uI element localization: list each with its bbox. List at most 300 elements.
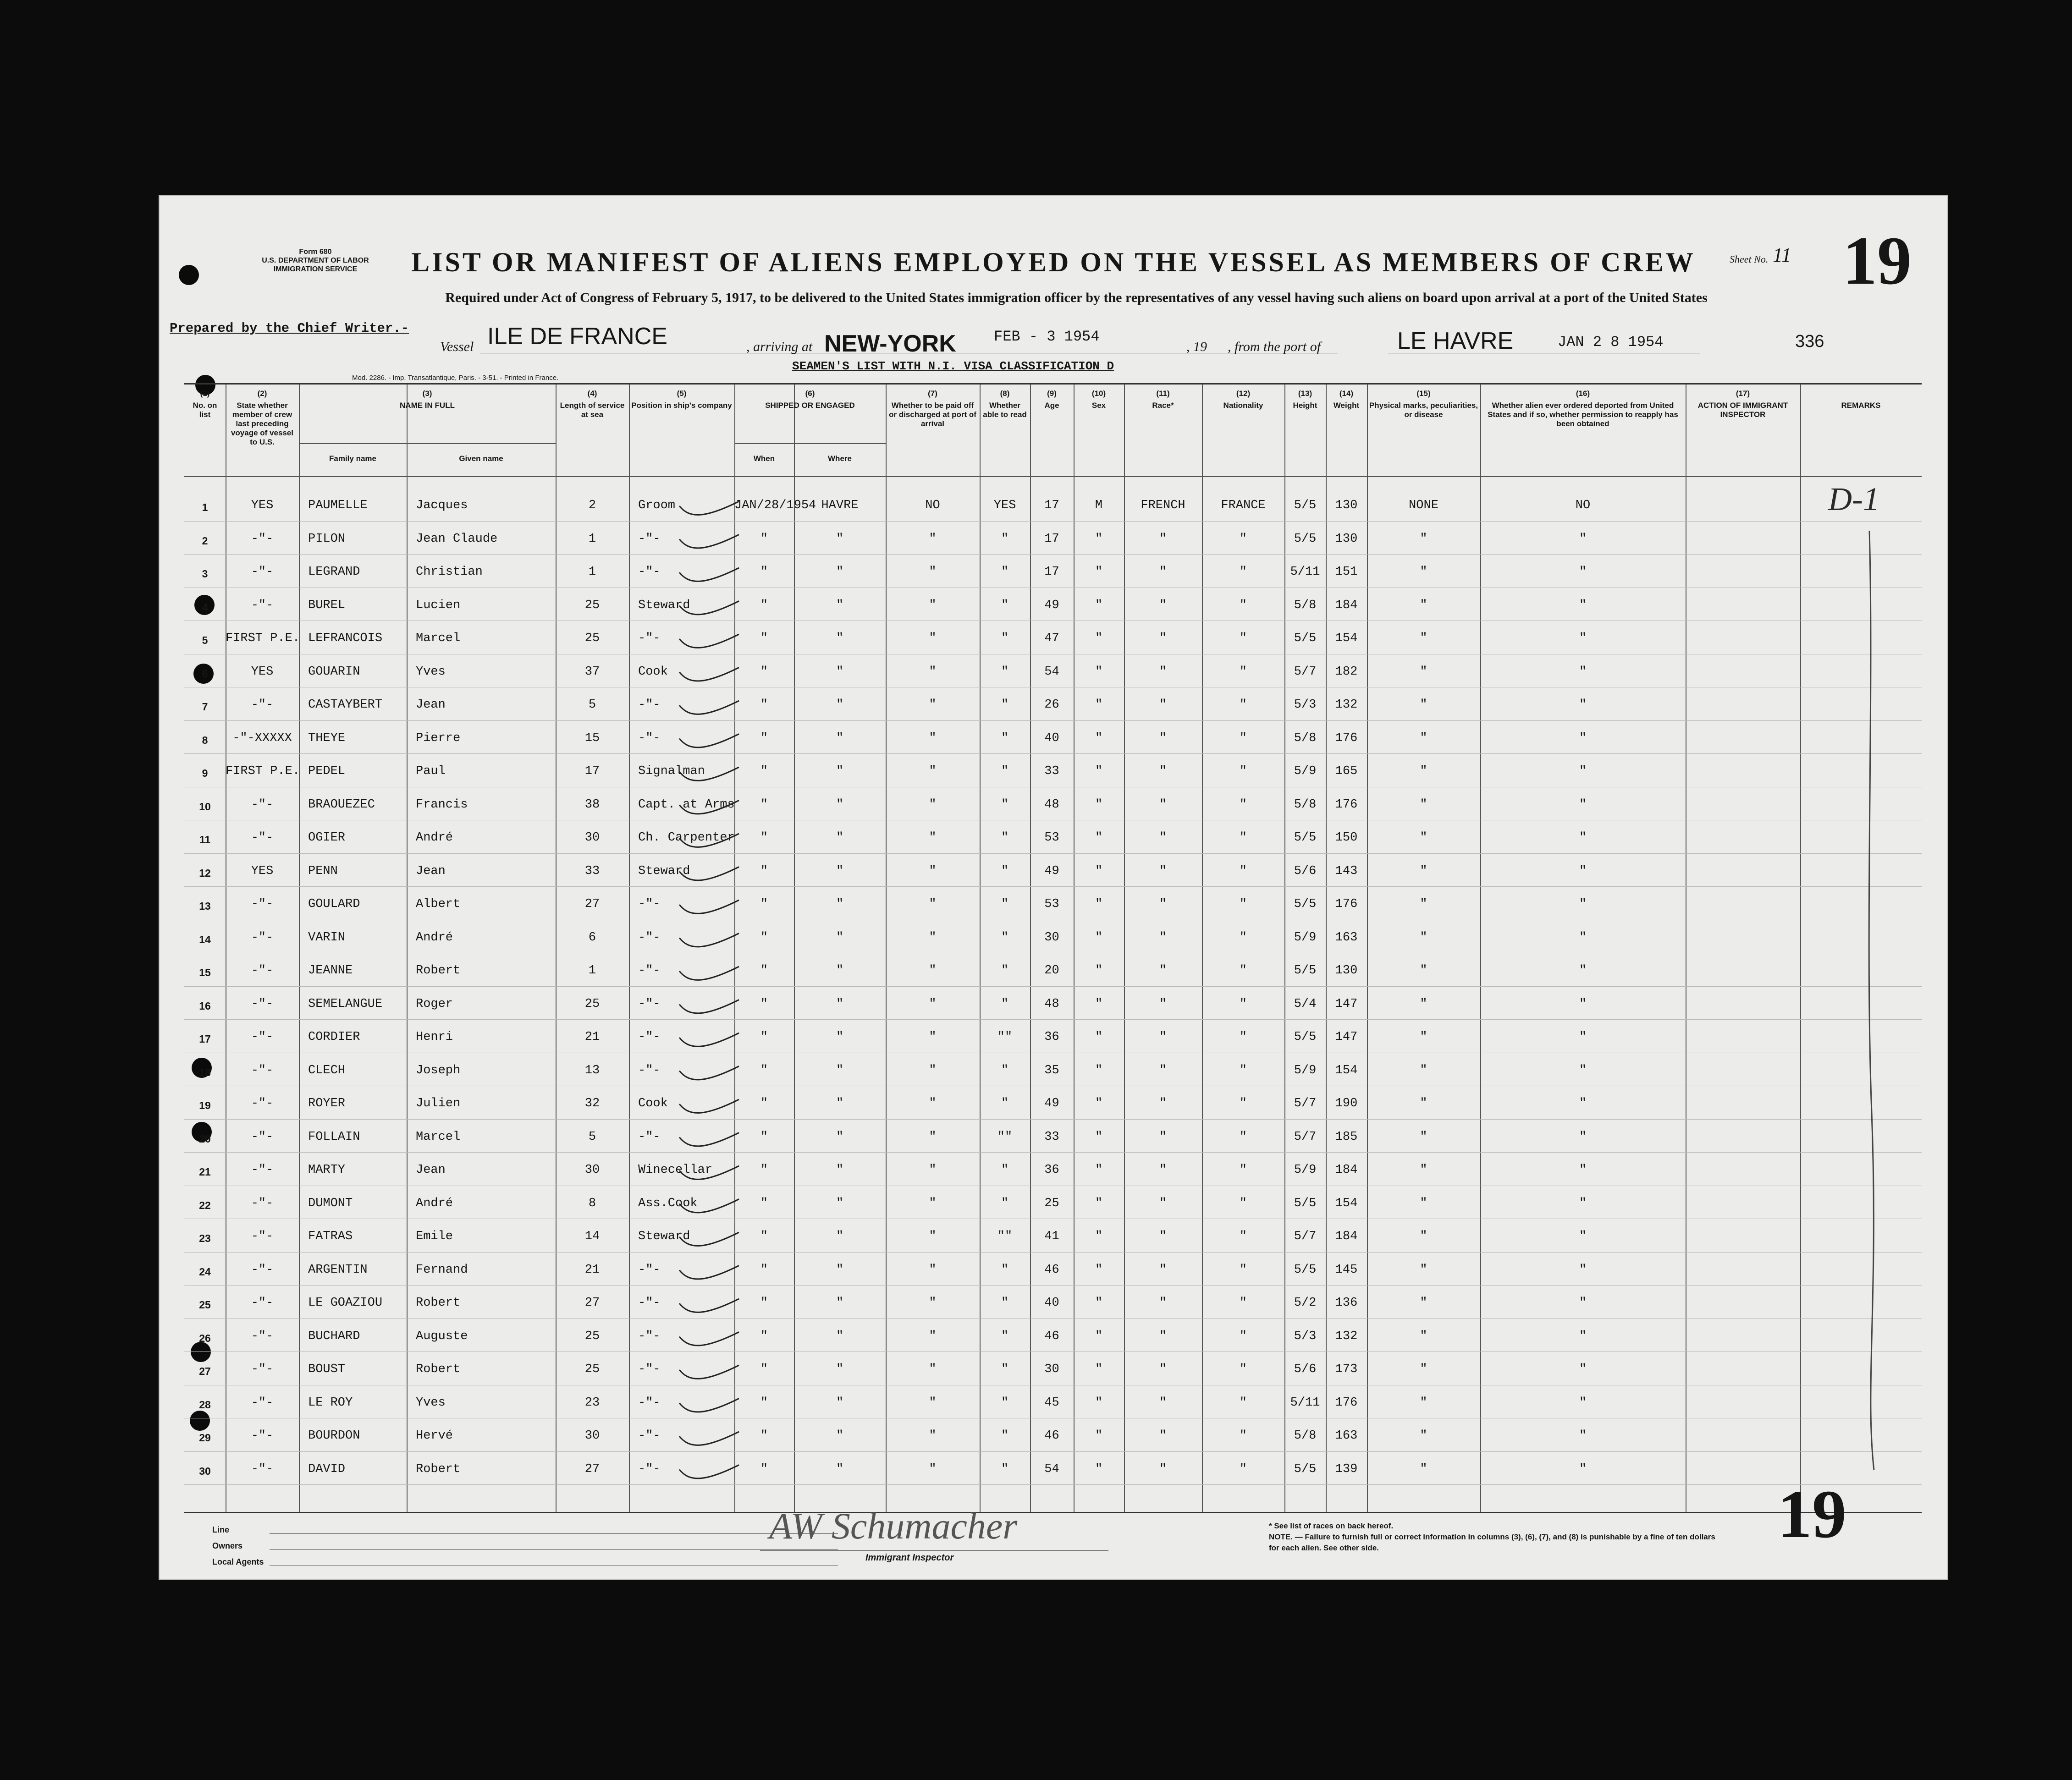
cell-sex: " xyxy=(1095,1163,1103,1177)
cell-race: " xyxy=(1159,864,1167,878)
cell-height: 5/11 xyxy=(1290,565,1320,579)
cell-given: Francis xyxy=(416,797,468,812)
cell-weight: 182 xyxy=(1335,665,1358,679)
cell-position: -"- xyxy=(638,1429,661,1443)
cell-race: " xyxy=(1159,1362,1167,1376)
document-title: LIST OR MANIFEST OF ALIENS EMPLOYED ON THE VESSEL AS MEMBERS OF CREW xyxy=(411,247,1696,277)
cell-sex: " xyxy=(1095,532,1103,546)
cell-marks: " xyxy=(1420,831,1427,845)
cell-when: " xyxy=(760,698,768,712)
cell-race: " xyxy=(1159,598,1167,612)
cell-when: " xyxy=(760,997,768,1011)
cell-prev: -"- xyxy=(251,897,274,911)
cell-given: Auguste xyxy=(416,1329,468,1343)
column-header: State whether member of crew last preceding voyage of vessel to U.S. xyxy=(231,401,294,446)
cell-nat: " xyxy=(1239,1063,1247,1077)
cell-position: -"- xyxy=(638,897,661,911)
cell-nat: " xyxy=(1239,1429,1247,1443)
cell-deported: " xyxy=(1579,1263,1587,1277)
cell-position: -"- xyxy=(638,698,661,712)
row-number: 1 xyxy=(202,501,208,513)
cell-prev: -"- xyxy=(251,598,274,612)
row-number: 14 xyxy=(199,933,211,945)
checkmark xyxy=(679,535,739,548)
cell-family: GOULARD xyxy=(308,897,360,911)
cell-height: 5/3 xyxy=(1294,698,1317,712)
footer-note xyxy=(1269,1521,1727,1554)
cell-when: " xyxy=(760,1296,768,1310)
cell-paid: " xyxy=(929,1230,937,1243)
row-number: 29 xyxy=(199,1432,211,1444)
cell-read: " xyxy=(1001,1163,1009,1177)
cell-where: " xyxy=(836,764,844,778)
cell-height: 5/5 xyxy=(1294,632,1317,645)
cell-age: 54 xyxy=(1044,1462,1059,1476)
column-number: (4) xyxy=(587,389,597,398)
checkmark xyxy=(679,501,739,515)
cell-race: " xyxy=(1159,1230,1167,1243)
cell-given: Pierre xyxy=(416,731,461,745)
cell-read: " xyxy=(1001,831,1009,845)
cell-given: Jean xyxy=(416,698,446,712)
cell-deported: " xyxy=(1579,632,1587,645)
cell-position: Ass.Cook xyxy=(638,1196,698,1210)
cell-position: -"- xyxy=(638,1395,661,1410)
cell-height: 5/5 xyxy=(1294,964,1317,978)
cell-sex: " xyxy=(1095,864,1103,878)
column-header: Sex xyxy=(1091,401,1106,410)
cell-service: 5 xyxy=(588,698,596,712)
cell-age: 46 xyxy=(1044,1429,1059,1443)
cell-weight: 185 xyxy=(1335,1130,1358,1144)
cell-marks: " xyxy=(1420,1429,1427,1443)
cell-service: 30 xyxy=(584,1163,600,1177)
checkmark xyxy=(679,1066,739,1080)
cell-family: BUREL xyxy=(308,598,346,612)
cell-nat: " xyxy=(1239,1196,1247,1210)
cell-position: -"- xyxy=(638,997,661,1011)
column-number: (17) xyxy=(1736,389,1750,398)
cell-when: " xyxy=(760,1230,768,1243)
cell-height: 5/9 xyxy=(1294,1063,1317,1077)
cell-weight: 147 xyxy=(1335,1030,1358,1044)
cell-where: " xyxy=(836,1196,844,1210)
cell-when: " xyxy=(760,1196,768,1210)
cell-family: PILON xyxy=(308,532,346,546)
cell-service: 33 xyxy=(584,864,600,878)
sheet-label: Sheet No. xyxy=(1730,253,1769,265)
cell-family: CORDIER xyxy=(308,1030,360,1044)
cell-read: " xyxy=(1001,632,1009,645)
cell-sex: " xyxy=(1095,665,1103,679)
cell-marks: " xyxy=(1420,1263,1427,1277)
cell-family: SEMELANGUE xyxy=(308,997,383,1011)
cell-deported: " xyxy=(1579,1063,1587,1077)
cell-paid: " xyxy=(929,598,937,612)
checkmark xyxy=(679,967,739,980)
cell-service: 30 xyxy=(584,1429,600,1443)
cell-race: " xyxy=(1159,1130,1167,1144)
prepared-by: Prepared by the Chief Writer.- xyxy=(170,321,409,336)
vessel-label: Vessel xyxy=(440,339,474,354)
cell-where: " xyxy=(836,532,844,546)
departure-date-stamp: JAN 2 8 1954 xyxy=(1558,334,1664,351)
column-subheader: Given name xyxy=(459,454,503,463)
column-number: (16) xyxy=(1576,389,1590,398)
cell-given: Henri xyxy=(416,1030,453,1044)
cell-nat: " xyxy=(1239,964,1247,978)
cell-paid: " xyxy=(929,1296,937,1310)
cell-weight: 163 xyxy=(1335,930,1358,945)
cell-family: VARIN xyxy=(308,930,346,945)
checkmark xyxy=(679,1365,739,1379)
cell-prev: -"- xyxy=(251,1429,274,1443)
cell-paid: " xyxy=(929,1196,937,1210)
cell-weight: 132 xyxy=(1335,698,1358,712)
cell-read: " xyxy=(1001,1462,1009,1476)
cell-marks: " xyxy=(1420,964,1427,978)
checkmark xyxy=(679,734,739,747)
cell-where: " xyxy=(836,797,844,812)
cell-nat: " xyxy=(1239,930,1247,945)
cell-marks: " xyxy=(1420,1462,1427,1476)
checkmark xyxy=(679,1332,739,1346)
cell-given: André xyxy=(416,930,453,945)
cell-weight: 136 xyxy=(1335,1296,1358,1310)
cell-nat: " xyxy=(1239,1030,1247,1044)
cell-given: Joseph xyxy=(416,1063,461,1077)
cell-when: " xyxy=(760,1097,768,1110)
cell-sex: " xyxy=(1095,632,1103,645)
cell-service: 27 xyxy=(584,1462,600,1476)
checkmark xyxy=(679,1033,739,1046)
cell-given: Marcel xyxy=(416,632,461,645)
cell-sex: " xyxy=(1095,1030,1103,1044)
cell-position: -"- xyxy=(638,930,661,945)
cell-service: 2 xyxy=(588,499,596,512)
cell-where: " xyxy=(836,1030,844,1044)
cell-race: " xyxy=(1159,565,1167,579)
checkmark xyxy=(679,1465,739,1478)
cell-marks: " xyxy=(1420,864,1427,878)
cell-weight: 163 xyxy=(1335,1429,1358,1443)
cell-age: 36 xyxy=(1044,1030,1059,1044)
cell-height: 5/7 xyxy=(1294,1230,1317,1243)
cell-given: Emile xyxy=(416,1230,453,1243)
cell-race: " xyxy=(1159,1030,1167,1044)
sheet-number-bottom: 19 xyxy=(1778,1476,1846,1552)
cell-family: LE GOAZIOU xyxy=(308,1296,383,1310)
cell-nat: " xyxy=(1239,1263,1247,1277)
column-number: (8) xyxy=(1000,389,1010,398)
row-number: 6 xyxy=(202,667,208,680)
checkmark xyxy=(679,701,739,714)
cell-deported: " xyxy=(1579,764,1587,778)
cell-marks: " xyxy=(1420,1163,1427,1177)
cell-race: " xyxy=(1159,1462,1167,1476)
row-number: 26 xyxy=(199,1332,211,1344)
from-port-label: , from the port of xyxy=(1228,339,1321,354)
cell-deported: " xyxy=(1579,1329,1587,1343)
cell-service: 25 xyxy=(584,598,600,612)
cell-nat: " xyxy=(1239,632,1247,645)
row-number: 23 xyxy=(199,1232,211,1244)
cell-position: Groom xyxy=(638,499,676,512)
cell-prev: -"- xyxy=(251,1063,274,1077)
vessel-name: ILE DE FRANCE xyxy=(487,323,667,350)
cell-position: -"- xyxy=(638,964,661,978)
note-label: NOTE. xyxy=(1269,1533,1293,1541)
cell-read: " xyxy=(1001,598,1009,612)
cell-sex: " xyxy=(1095,764,1103,778)
arriving-label: , arriving at xyxy=(746,339,813,354)
cell-age: 33 xyxy=(1044,1130,1059,1144)
cell-paid: " xyxy=(929,665,937,679)
row-number: 5 xyxy=(202,634,208,646)
cell-sex: " xyxy=(1095,565,1103,579)
cell-deported: " xyxy=(1579,831,1587,845)
cell-when: " xyxy=(760,632,768,645)
cell-service: 38 xyxy=(584,797,600,812)
cell-where: " xyxy=(836,565,844,579)
cell-sex: " xyxy=(1095,930,1103,945)
cell-given: Robert xyxy=(416,1362,461,1376)
cell-deported: " xyxy=(1579,665,1587,679)
cell-weight: 184 xyxy=(1335,1163,1358,1177)
column-header: Race* xyxy=(1152,401,1174,410)
cell-sex: " xyxy=(1095,731,1103,745)
cell-age: 46 xyxy=(1044,1263,1059,1277)
cell-service: 17 xyxy=(584,764,600,778)
cell-weight: 143 xyxy=(1335,864,1358,878)
cell-sex: " xyxy=(1095,1395,1103,1410)
cell-where: " xyxy=(836,1362,844,1376)
cell-service: 15 xyxy=(584,731,600,745)
cell-when: " xyxy=(760,1163,768,1177)
cell-family: MARTY xyxy=(308,1163,346,1177)
cell-weight: 184 xyxy=(1335,1230,1358,1243)
cell-marks: " xyxy=(1420,1030,1427,1044)
line-label: Line xyxy=(212,1525,230,1534)
cell-nat: " xyxy=(1239,1097,1247,1110)
cell-weight: 150 xyxy=(1335,831,1358,845)
cell-prev: -"- xyxy=(251,698,274,712)
cell-prev: YES xyxy=(251,499,274,512)
cell-service: 25 xyxy=(584,1362,600,1376)
cell-weight: 147 xyxy=(1335,997,1358,1011)
cell-when: " xyxy=(760,1130,768,1144)
cell-height: 5/5 xyxy=(1294,897,1317,911)
row-number: 19 xyxy=(199,1099,211,1111)
cell-read: " xyxy=(1001,731,1009,745)
cell-height: 5/2 xyxy=(1294,1296,1317,1310)
cell-family: PENN xyxy=(308,864,338,878)
cell-marks: " xyxy=(1420,598,1427,612)
cell-where: " xyxy=(836,1063,844,1077)
cell-where: " xyxy=(836,1429,844,1443)
cell-race: " xyxy=(1159,1063,1167,1077)
cell-race: " xyxy=(1159,1296,1167,1310)
cell-given: Hervé xyxy=(416,1429,453,1443)
cell-when: " xyxy=(760,1329,768,1343)
column-header: Position in ship's company xyxy=(631,401,732,410)
cell-read: " xyxy=(1001,1263,1009,1277)
cell-service: 30 xyxy=(584,831,600,845)
cell-age: 47 xyxy=(1044,632,1059,645)
cell-marks: " xyxy=(1420,797,1427,812)
cell-age: 40 xyxy=(1044,731,1059,745)
cell-given: Lucien xyxy=(416,598,461,612)
cell-age: 45 xyxy=(1044,1395,1059,1410)
cell-deported: " xyxy=(1579,1130,1587,1144)
column-subheader: Family name xyxy=(329,454,376,463)
cell-prev: -"- xyxy=(251,831,274,845)
row-number: 17 xyxy=(199,1033,211,1045)
cell-given: Jean xyxy=(416,864,446,878)
cell-race: " xyxy=(1159,797,1167,812)
cell-paid: " xyxy=(929,1063,937,1077)
cell-weight: 176 xyxy=(1335,731,1358,745)
cell-position: -"- xyxy=(638,731,661,745)
cell-read: YES xyxy=(993,499,1016,512)
cell-service: 27 xyxy=(584,1296,600,1310)
cell-given: Yves xyxy=(416,1395,446,1410)
cell-sex: " xyxy=(1095,897,1103,911)
column-number: (6) xyxy=(805,389,815,398)
cell-family: THEYE xyxy=(308,731,346,745)
cell-sex: " xyxy=(1095,964,1103,978)
cell-position: -"- xyxy=(638,1263,661,1277)
row-number: 25 xyxy=(199,1299,211,1311)
cell-age: 25 xyxy=(1044,1196,1059,1210)
cell-height: 5/3 xyxy=(1294,1329,1317,1343)
cell-sex: " xyxy=(1095,598,1103,612)
cell-when: " xyxy=(760,532,768,546)
form-service: IMMIGRATION SERVICE xyxy=(273,265,358,273)
row-number: 27 xyxy=(199,1365,211,1377)
cell-race: FRENCH xyxy=(1141,499,1185,512)
cell-given: Jean Claude xyxy=(416,532,498,546)
seamen-list-stamp: SEAMEN'S LIST WITH N.I. VISA CLASSIFICATION D xyxy=(792,359,1114,373)
row-number: 10 xyxy=(199,800,211,813)
cell-family: JEANNE xyxy=(308,964,353,978)
cell-deported: NO xyxy=(1575,499,1591,512)
column-number: (15) xyxy=(1416,389,1431,398)
checkmark xyxy=(679,668,739,681)
cell-deported: " xyxy=(1579,698,1587,712)
cell-given: Robert xyxy=(416,964,461,978)
cell-where: " xyxy=(836,831,844,845)
cell-nat: " xyxy=(1239,598,1247,612)
cell-weight: 130 xyxy=(1335,499,1358,512)
cell-read: " xyxy=(1001,532,1009,546)
cell-read: " xyxy=(1001,764,1009,778)
cell-read: " xyxy=(1001,665,1009,679)
cell-when: " xyxy=(760,1429,768,1443)
cell-marks: " xyxy=(1420,764,1427,778)
cell-where: " xyxy=(836,1462,844,1476)
cell-race: " xyxy=(1159,930,1167,945)
cell-paid: " xyxy=(929,1329,937,1343)
cell-age: 53 xyxy=(1044,897,1059,911)
cell-read: " xyxy=(1001,1329,1009,1343)
cell-where: " xyxy=(836,1329,844,1343)
cell-paid: NO xyxy=(925,499,940,512)
cell-sex: " xyxy=(1095,1462,1103,1476)
cell-nat: " xyxy=(1239,1362,1247,1376)
cell-prev: -"- xyxy=(251,1130,274,1144)
row-number: 4 xyxy=(202,601,208,613)
cell-service: 1 xyxy=(588,565,596,579)
cell-age: 49 xyxy=(1044,1097,1059,1110)
column-number: (3) xyxy=(422,389,432,398)
cell-height: 5/7 xyxy=(1294,1097,1317,1110)
cell-when: " xyxy=(760,731,768,745)
cell-given: André xyxy=(416,831,453,845)
cell-weight: 154 xyxy=(1335,632,1358,645)
cell-sex: " xyxy=(1095,1230,1103,1243)
cell-prev: -"- xyxy=(251,1030,274,1044)
column-header: Whether alien ever ordered deported from United States and if so, whether permission to reapply has been obtained xyxy=(1488,401,1678,428)
arriving-port: NEW-YORK xyxy=(824,330,956,357)
cell-age: 53 xyxy=(1044,831,1059,845)
cell-deported: " xyxy=(1579,997,1587,1011)
cell-read: "" xyxy=(997,1230,1013,1243)
cell-height: 5/8 xyxy=(1294,1429,1317,1443)
cell-sex: " xyxy=(1095,997,1103,1011)
cell-age: 49 xyxy=(1044,864,1059,878)
cell-paid: " xyxy=(929,1130,937,1144)
column-header: Nationality xyxy=(1223,401,1263,410)
cell-service: 27 xyxy=(584,897,600,911)
owners-label: Owners xyxy=(212,1541,243,1550)
cell-marks: " xyxy=(1420,1196,1427,1210)
cell-position: -"- xyxy=(638,1030,661,1044)
column-header: Whether to be paid off or discharged at port of arrival xyxy=(889,401,976,428)
cell-position: Steward xyxy=(638,864,690,878)
cell-weight: 130 xyxy=(1335,532,1358,546)
cell-marks: " xyxy=(1420,897,1427,911)
cell-paid: " xyxy=(929,565,937,579)
cell-given: Robert xyxy=(416,1296,461,1310)
cell-height: 5/7 xyxy=(1294,1130,1317,1144)
cell-height: 5/5 xyxy=(1294,1030,1317,1044)
cell-prev: -"- xyxy=(251,1263,274,1277)
sheet-number: 19 xyxy=(1843,223,1912,299)
cell-family: BUCHARD xyxy=(308,1329,360,1343)
cell-where: " xyxy=(836,1395,844,1410)
column-number: (11) xyxy=(1156,389,1170,398)
cell-service: 37 xyxy=(584,665,600,679)
service-checkmarks xyxy=(670,488,789,1496)
cell-age: 30 xyxy=(1044,930,1059,945)
cell-deported: " xyxy=(1579,1196,1587,1210)
row-number: 15 xyxy=(199,967,211,978)
cell-when: " xyxy=(760,565,768,579)
cell-read: " xyxy=(1001,864,1009,878)
remarks-note: D-1 xyxy=(1828,481,1879,517)
row-number: 12 xyxy=(199,867,211,879)
cell-age: 49 xyxy=(1044,598,1059,612)
cell-marks: " xyxy=(1420,665,1427,679)
cell-weight: 132 xyxy=(1335,1329,1358,1343)
cell-where: " xyxy=(836,930,844,945)
cell-nat: " xyxy=(1239,1230,1247,1243)
cell-nat: FRANCE xyxy=(1221,499,1266,512)
cell-deported: " xyxy=(1579,565,1587,579)
row-number: 30 xyxy=(199,1465,211,1477)
cell-deported: " xyxy=(1579,864,1587,878)
